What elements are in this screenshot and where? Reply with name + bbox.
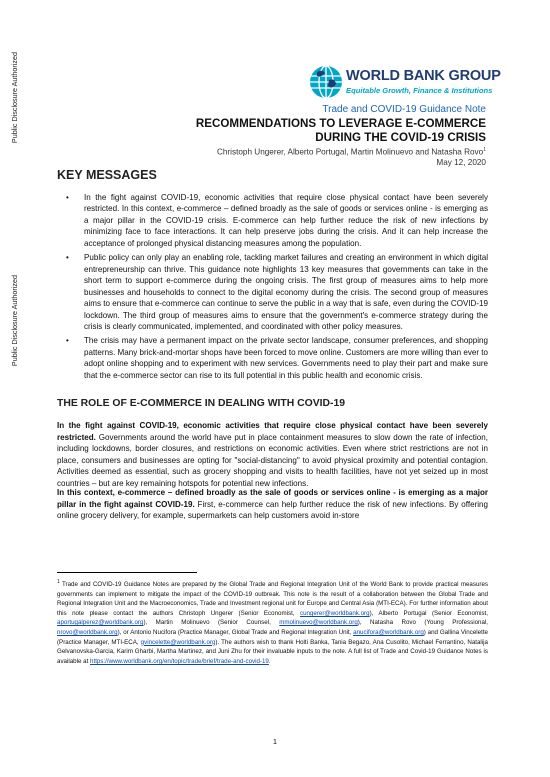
authors bbox=[217, 147, 486, 157]
disclosure-label-top: Public Disclosure Authorized bbox=[10, 52, 19, 144]
footnote-text: Trade and COVID-19 Guidance Notes are prepared by the Global Trade and Regional Integration Unit of the World Bank to provide practical measures governments can implement to mitigate the impact of the COVID-19 outbreak. This note is the result of a collaboration between the Global Trade and Regional Integration Unit and the Macroeconomics, Trade and Investment regional unit for Europe and Central Asia (MTI-ECA). For further information about this note please contact the authors Christoph Ungerer (Senior Economist, bbox=[57, 581, 488, 617]
footnote-text: ), Alberto Portugal (Senior Economist, bbox=[369, 609, 488, 617]
p1-lead: In the fight against COVID-19, economic activities that require close physical contact have been severely restricted. bbox=[57, 421, 488, 442]
email-link[interactable]: nrovo@worldbank.org bbox=[57, 629, 118, 637]
series-title: Trade and COVID-19 Guidance Note bbox=[322, 104, 486, 115]
p2-lead: In this context, e-commerce – defined broadly as the sale of goods or services online - is emerging as a major pillar in the fight against COVID-19. bbox=[57, 488, 488, 509]
world-bank-logo bbox=[308, 64, 501, 104]
disclosure-label-bottom: Public Disclosure Authorized bbox=[10, 275, 19, 367]
footnote-number: 1 bbox=[57, 579, 60, 585]
email-link[interactable]: gvincelette@worldbank.org bbox=[140, 638, 216, 646]
role-paragraph-1 bbox=[57, 420, 488, 489]
role-section-heading: THE ROLE OF E-COMMERCE IN DEALING WITH COVID-19 bbox=[57, 398, 346, 409]
email-link[interactable]: cungerer@worldbank.org bbox=[299, 609, 370, 617]
bullet-icon: • bbox=[66, 193, 69, 202]
authors-names: Christoph Ungerer, Alberto Portugal, Martin Molinuevo and Natasha Rovo bbox=[216, 147, 484, 157]
guidance-notes-link[interactable]: https://www.worldbank.org/en/topic/trade/brief/trade-and-covid-19 bbox=[90, 657, 269, 665]
role-paragraph-2 bbox=[57, 487, 488, 522]
key-messages-list bbox=[62, 192, 488, 384]
page-number: 1 bbox=[272, 737, 278, 746]
email-link[interactable]: anucifora@worldbank.org bbox=[353, 629, 424, 637]
footnote-text: ). The authors wish to thank Holti Banka, Tania Begazo, Ana Cusolito, Michael Ferrantino, Natalija Gelvanovska-Garcia, Karim Gharbi, Martha Martinez, and Juni Zhu for their invaluable inputs to the note. A full list of Trade and Covid-19 Guidance Notes is available at bbox=[57, 638, 488, 665]
bullet-text: In the fight against COVID-19, economic activities that require close physical contact have been severely restricted. In this context, e-commerce – defined broadly as the sale of goods or services online - is emerging as a major pillar in the COVID-19 crisis. E-commerce can help further reduce the risk of new infections by minimizing face to face interactions. It can help preserve jobs during the crisis. And it can help increase the acceptance of prolonged physical distancing measures among the population. bbox=[84, 193, 488, 248]
footnote-separator bbox=[57, 572, 197, 573]
email-link[interactable]: aportugalperez@worldbank.org bbox=[57, 619, 144, 627]
footnote-text: ), Natasha Rovo (Young Professional, bbox=[357, 619, 488, 627]
key-messages-heading: KEY MESSAGES bbox=[57, 168, 157, 182]
footnote-text: ), Martin Molinuevo (Senior Counsel, bbox=[143, 619, 280, 627]
doc-date: May 12, 2020 bbox=[436, 158, 486, 167]
doc-title-line1: RECOMMENDATIONS TO LEVERAGE E-COMMERCE bbox=[195, 117, 486, 130]
footnote-text: ), or Antonio Nucifora (Practice Manager, Global Trade and Regional Integration Unit, bbox=[117, 629, 354, 637]
bullet-text: The crisis may have a permanent impact on the private sector landscape, consumer preferences, and shopping patterns. Many brick-and-mortar shops have been forced to move online. Customers are more willing than ever to adopt online shopping and to experiment with new services. Governments need to play their part and make sure that the e-commerce sector can rise to its full potential in this public health and economic crisis. bbox=[84, 336, 488, 380]
authors-footnote-ref: 1 bbox=[483, 147, 486, 153]
logo-tagline: Equitable Growth, Finance & Institutions bbox=[346, 86, 493, 95]
logo-name: WORLD BANK GROUP bbox=[346, 68, 501, 84]
bullet-item bbox=[62, 192, 488, 249]
bullet-icon: • bbox=[66, 253, 69, 263]
bullet-text: Public policy can only play an enabling role, tackling market failures and creating an environment in which digital entrepreneurship can thrive. This guidance note highlights 13 key measures that governments can take in the short term to support e-commerce during the ongoing crisis. The first group of measures aims to help more businesses and households to connect to the digital economy during the crisis. The second group of measures aims to ensure that e-commerce can continue to serve the public in a way that is safe, even during the COVID-19 lockdown. The third group of measures aims to ensure that the government's e-commerce strategy during the crisis is clearly communicated, implemented, and coordinated with other policy measures. bbox=[84, 253, 488, 331]
footnote-text: . bbox=[268, 657, 271, 665]
footnote-text: ) and Gallina Vincelette (Practice Manager, MTI-ECA, bbox=[57, 629, 488, 646]
p2-body: First, e-commerce can help further reduce the risk of new infections. By offering online grocery delivery, for example, supermarkets can help customers avoid in-store bbox=[57, 499, 488, 520]
email-link[interactable]: mmolinuevo@worldbank.org bbox=[279, 619, 358, 627]
doc-title-line2: DURING THE COVID-19 CRISIS bbox=[315, 131, 486, 144]
p1-body: Governments around the world have put in place containment measures to slow down the rate of infection, including lockdowns, border closures, and restrictions on economic activities. Even where strict restrictions are not in place, consumers and businesses are opting for "social-distancing" to avoid physical proximity and potential contagion. Activities deemed as essential, such as grocery shopping and visits to health facilities, have not yet seized up in most countries – but are key remaining hotspots for potential new infections. bbox=[57, 432, 488, 488]
globe-icon bbox=[308, 64, 344, 100]
bullet-item bbox=[62, 335, 488, 381]
bullet-item bbox=[62, 252, 488, 332]
footnote bbox=[57, 578, 488, 666]
bullet-icon: • bbox=[66, 336, 69, 346]
